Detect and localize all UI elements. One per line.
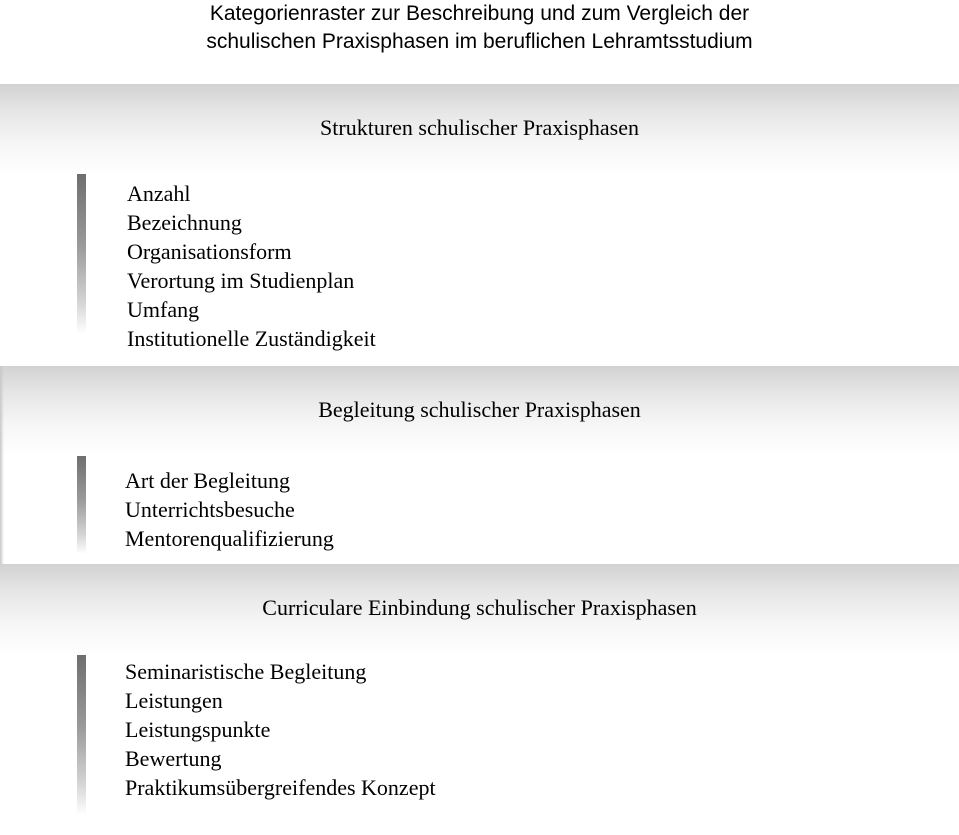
list-item: Leistungspunkte [125, 717, 271, 742]
section-items-curriculum [125, 657, 436, 802]
list-item: Organisationsform [127, 239, 292, 264]
list-item: Art der Begleitung [125, 468, 290, 493]
section-heading-structures: Strukturen schulischer Praxisphasen [320, 115, 639, 140]
title-line-2: schulischen Praxisphasen im beruflichen Lehramtsstudium [206, 30, 753, 53]
section-accent-bar-support [77, 456, 86, 554]
section-items-support [125, 466, 334, 553]
list-item: Praktikumsübergreifendes Konzept [125, 775, 436, 800]
list-item: Leistungen [125, 688, 223, 713]
title-line-1: Kategorienraster zur Beschreibung und zum Vergleich der [209, 2, 750, 25]
list-item: Mentorenqualifizierung [125, 526, 334, 551]
list-item: Seminaristische Begleitung [125, 659, 367, 684]
section-accent-bar-structures [77, 174, 86, 334]
list-item: Umfang [127, 297, 200, 322]
list-item: Bewertung [125, 746, 222, 771]
section-heading-curriculum: Curriculare Einbindung schulischer Praxisphasen [262, 595, 697, 620]
list-item: Verortung im Studienplan [127, 268, 355, 293]
list-item: Bezeichnung [127, 210, 242, 235]
list-item: Unterrichtsbesuche [125, 497, 295, 522]
section-accent-bar-curriculum [77, 655, 86, 815]
list-item: Anzahl [127, 181, 191, 206]
section-heading-support: Begleitung schulischer Praxisphasen [318, 397, 641, 422]
list-item: Institutionelle Zuständigkeit [127, 326, 376, 351]
section-items-structures [127, 179, 376, 353]
